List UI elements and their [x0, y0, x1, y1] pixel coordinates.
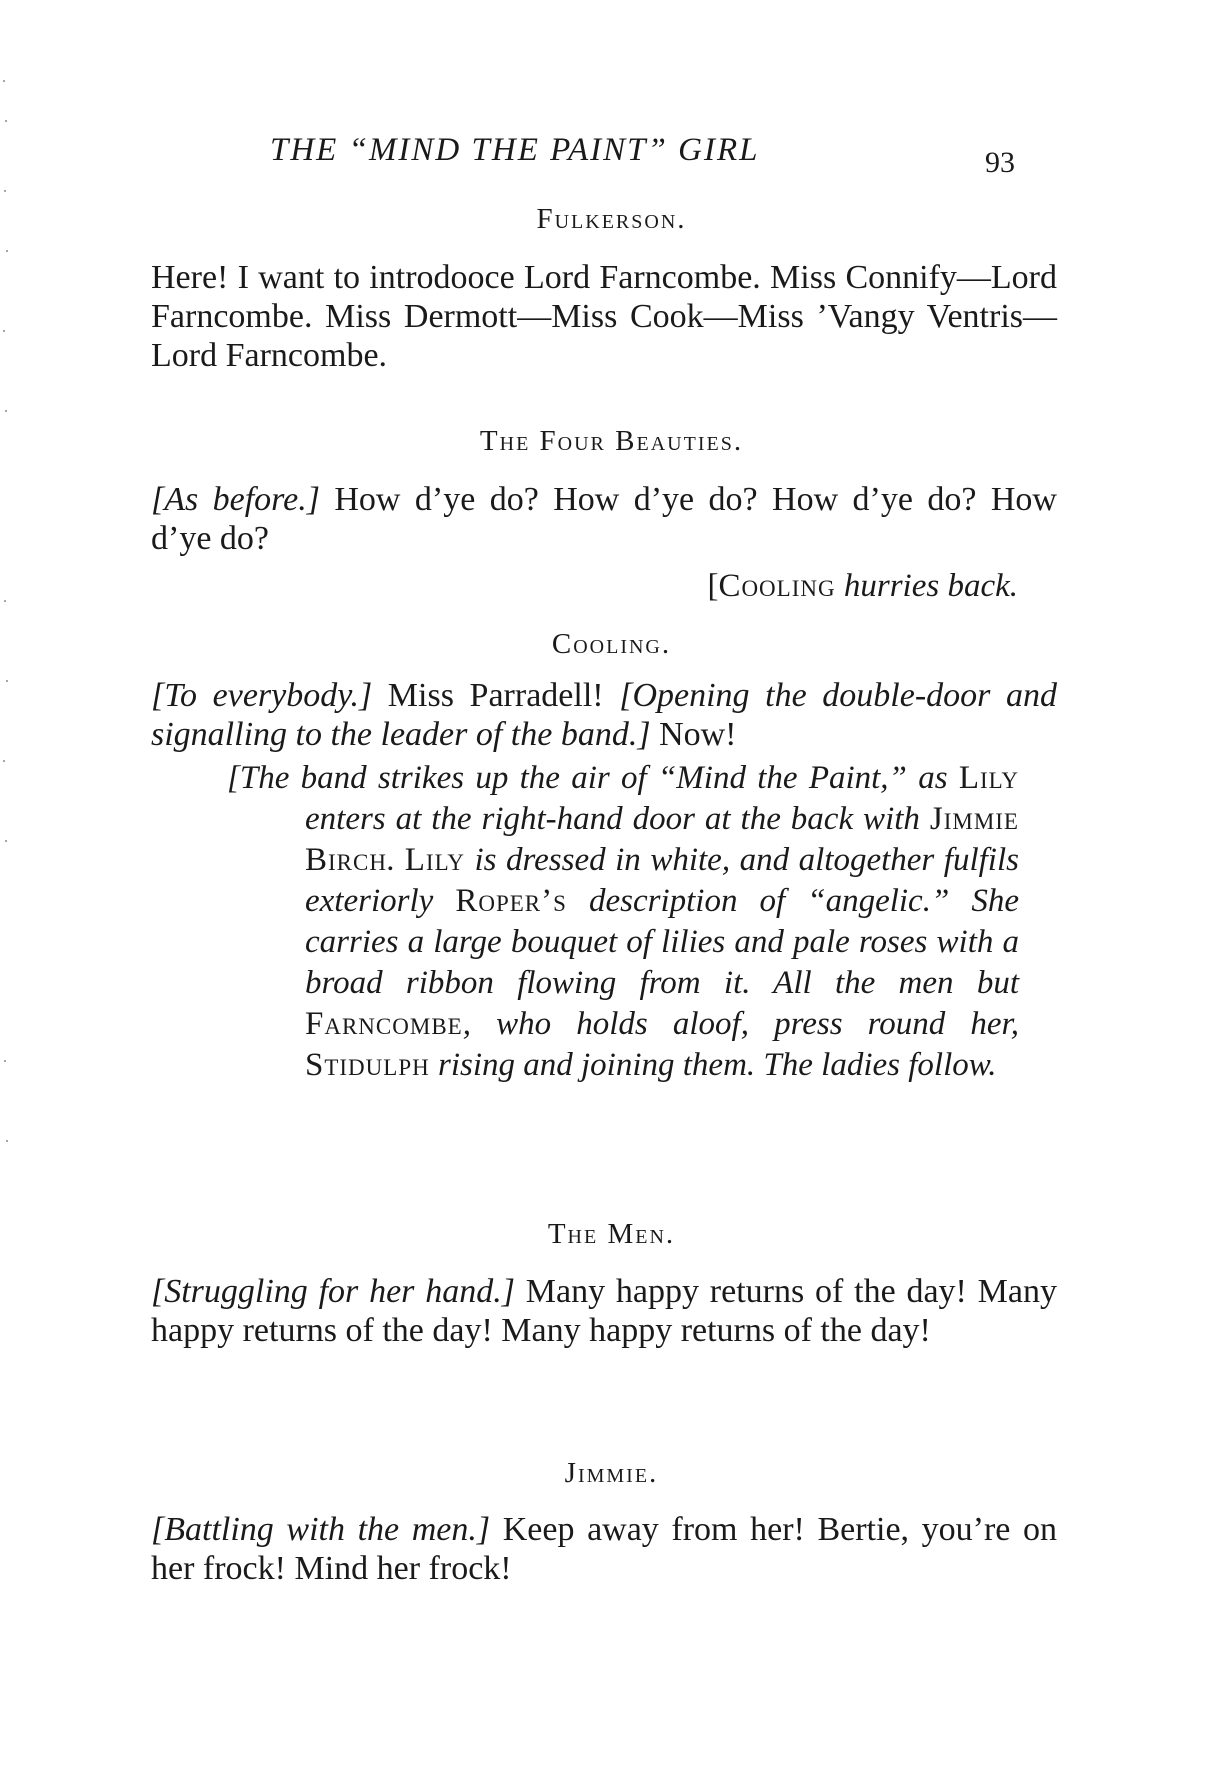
speech-text: Miss Parradell! — [372, 677, 620, 714]
stage-text: , who holds aloof, press round her, — [462, 1006, 1019, 1042]
stage-text: enters at the right-hand door at the back with — [305, 801, 930, 837]
speech-text: Many happy returns of the day! Many happy returns of the day! Many happy returns of the day! — [151, 1273, 1057, 1349]
speech-fulkerson: Here! I want to introdooce Lord Farncombe. Miss Connify—Lord Farncombe. Miss Dermott—Miss Cook—Miss ’Vangy Ventris—Lord Farncombe. — [151, 259, 1057, 374]
stage-direction: [As before.] — [151, 481, 320, 518]
stage-direction: hurries back. — [835, 568, 1018, 604]
character-name: Farncombe — [305, 1006, 463, 1042]
speech-text: Keep away from her! Bertie, you’re on her frock! Mind her frock! — [151, 1511, 1057, 1587]
stage-direction: [Battling with the men.] — [151, 1511, 491, 1548]
speaker-cooling: Cooling. — [551, 628, 672, 660]
stage-text: rising and joining them. The ladies follow. — [429, 1047, 997, 1083]
stage-direction: [Opening the double-door and signalling to the leader of the band.] — [151, 677, 1058, 753]
character-name: Jimmie Birch — [305, 801, 1019, 878]
stage-direction-entrance — [227, 758, 1019, 1086]
stage-direction: [To everybody.] — [151, 677, 373, 714]
stage-text: description of “angelic.” She carries a large bouquet of lilies and pale roses with a broad ribbon flowing from it. All the men but — [305, 883, 1019, 1001]
character-name: Lily — [404, 842, 465, 878]
speaker-fulkerson: Fulkerson. — [536, 203, 687, 235]
speech-text: How d’ye do? How d’ye do? How d’ye do? How d’ye do? — [151, 481, 1057, 557]
character-name: Stidulph — [305, 1047, 430, 1083]
speaker-the-men: The Men. — [547, 1218, 676, 1250]
page-number: 93 — [985, 146, 1015, 179]
stage-text: . — [386, 842, 405, 878]
speech-text: Now! — [650, 716, 737, 753]
speech-four-beauties — [113, 480, 1057, 558]
speech-the-men — [113, 1272, 1057, 1350]
stage-direction: [Struggling for her hand.] — [151, 1273, 515, 1310]
character-name: Cooling — [718, 568, 836, 604]
margin-specks — [0, 0, 12, 1772]
bracket: [ — [707, 568, 719, 604]
character-name: Roper’s — [455, 883, 567, 919]
speech-cooling — [113, 676, 1057, 754]
exit-direction — [707, 568, 1018, 605]
stage-text: [The band strikes up the air of “Mind the Paint,” as — [227, 760, 959, 796]
speaker-four-beauties: The Four Beauties. — [479, 425, 744, 457]
speaker-jimmie: Jimmie. — [564, 1457, 659, 1489]
speech-jimmie — [113, 1510, 1057, 1588]
running-title: THE “MIND THE PAINT” GIRL — [270, 132, 760, 168]
stage-text: is dressed in white, and altogether fulfils exteriorly — [305, 842, 1019, 919]
character-name: Lily — [958, 760, 1019, 796]
